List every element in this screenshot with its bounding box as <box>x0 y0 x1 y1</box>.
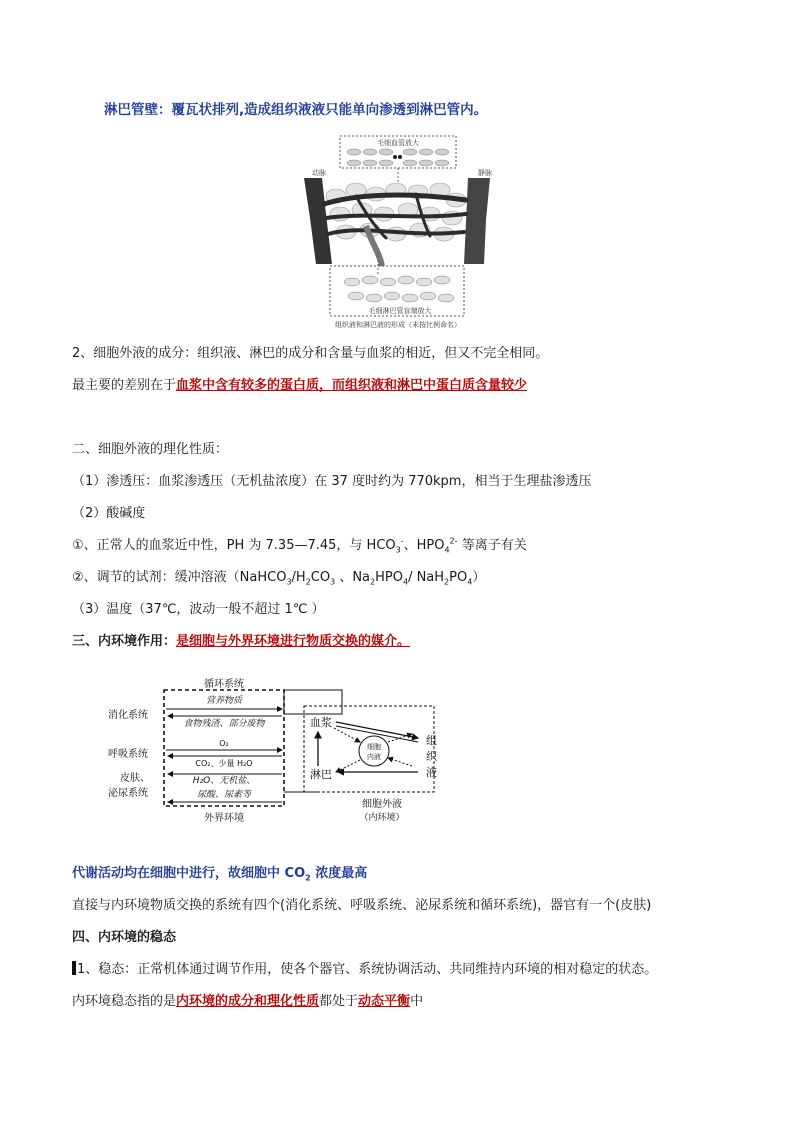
urinary-label: 泌尿系统 <box>108 788 148 799</box>
ph1-sub2: 4 <box>444 545 450 555</box>
components-diff-prefix: 最主要的差别在于 <box>72 378 177 393</box>
components-diff-highlight: 血浆中含有较多的蛋白质，而组织液和淋巴中蛋白质含量较少 <box>176 378 528 393</box>
ph2-e: 3 <box>330 577 336 587</box>
temp-line: （3）温度（37℃，波动一般不超过 1℃ ） <box>72 602 325 617</box>
components-diff-line <box>72 377 527 395</box>
h2o-label: H₂O、无机盐、 <box>192 776 256 786</box>
homeostasis-l2-c: 都处于 <box>319 994 359 1009</box>
co2-label: CO₂、少量 H₂O <box>195 759 253 768</box>
tissue-label-2: 织 <box>426 750 437 763</box>
lymph-wall-text: 覆瓦状排列,造成组织液液只能单向渗透到淋巴管内。 <box>171 102 488 118</box>
ph-line-1 <box>72 537 527 555</box>
cell-in-label-2: 内液 <box>367 753 381 761</box>
exchange-diagram <box>106 676 446 828</box>
function-highlight: 是细胞与外界环境进行物质交换的媒介。 <box>176 634 411 649</box>
artery-label: 动脉 <box>312 169 326 177</box>
plasma-label: 血浆 <box>310 716 332 729</box>
bookmark-marker <box>72 961 76 975</box>
ph2-l: PO <box>449 570 468 585</box>
metabolism-post: 浓度最高 <box>310 866 368 881</box>
metabolism-line <box>72 865 367 883</box>
osmotic-line: （1）渗透压：血浆渗透压（无机盐浓度）在 37 度时约为 770kpm，相当于生理盐渗透压 <box>72 474 592 489</box>
homeostasis-l2-a: 内环境稳态指的是 <box>72 994 177 1009</box>
ph-title: （2）酸碱度 <box>72 506 146 521</box>
circulation-box <box>164 690 284 806</box>
properties-heading: 二、细胞外液的理化性质： <box>72 442 229 457</box>
ph2-g: 2 <box>370 577 376 587</box>
o2-label: O₂ <box>219 739 229 748</box>
respiratory-label: 呼吸系统 <box>108 749 148 760</box>
homeostasis-l2-d: 动态平衡 <box>358 994 411 1009</box>
ph2-a: 3 <box>286 577 292 587</box>
ph2-h: HPO <box>375 570 403 585</box>
lymph-capillary-magnified-label: 毛细淋巴管盲端放大 <box>368 307 432 315</box>
ecf-label-1: 细胞外液 <box>362 799 402 810</box>
ph2-b: /H <box>291 570 306 585</box>
ph2-n: ） <box>472 570 486 585</box>
lymph-formation-figure <box>296 134 500 332</box>
function-heading: 三、内环境作用： <box>72 634 177 649</box>
ph1-sub1: 3 <box>395 545 401 555</box>
external-label: 外界环境 <box>204 813 244 824</box>
ph2-prefix: ②、调节的试剂：缓冲溶液（NaHCO <box>72 570 287 585</box>
tissue-label-1: 组 <box>426 734 437 747</box>
homeostasis-l2-b: 内环境的成分和理化性质 <box>176 994 320 1009</box>
tissue-label-3: 液 <box>426 766 437 779</box>
skin-label: 皮肤、 <box>120 773 150 784</box>
homeostasis-def: 1、稳态：正常机体通过调节作用，使各个器官、系统协调活动、共同维持内环境的相对稳定的状态。 <box>77 962 658 977</box>
ph2-j: / NaH <box>408 570 445 585</box>
homeostasis-line-2 <box>72 993 423 1011</box>
metabolism-sub: 2 <box>305 873 311 883</box>
plasma-connector-box <box>284 690 342 714</box>
function-line <box>72 633 410 651</box>
cell-in-label-1: 细胞 <box>367 743 381 751</box>
nutrients-label: 营养物质 <box>205 696 243 706</box>
intracellular-circle <box>359 736 389 766</box>
ph2-m: 4 <box>467 577 473 587</box>
ph2-k: 2 <box>444 577 450 587</box>
vein-label: 静脉 <box>478 169 492 177</box>
digestive-label: 消化系统 <box>108 710 148 721</box>
ph2-c: 2 <box>305 577 311 587</box>
figure-caption: 组织液和淋巴液的形成（未按比例命名） <box>335 321 461 329</box>
homeostasis-def-line <box>72 961 657 979</box>
systems-line: 直接与内环境物质交换的系统有四个(消化系统、呼吸系统、泌尿系统和循环系统)，器官有一个(皮肤) <box>72 898 652 913</box>
ph1-sup1: - <box>400 536 404 546</box>
lymph-wall-line <box>104 101 487 119</box>
ph1-prefix: ①、正常人的血浆近中性，PH 为 7.35—7.45，与 HCO <box>72 538 396 553</box>
ph1-suffix: 等离子有关 <box>457 538 527 553</box>
ph1-sup2: 2- <box>449 536 458 546</box>
urea-label: 尿酸、尿素等 <box>196 790 252 800</box>
lymph-wall-label: 淋巴管壁： <box>104 102 172 118</box>
lymph-label: 淋巴 <box>310 768 332 781</box>
metabolism-pre: 代谢活动均在细胞中进行，故细胞中 CO <box>72 866 306 881</box>
ph-line-2 <box>72 569 485 587</box>
ph2-d: CO <box>310 570 331 585</box>
ph2-f: 、Na <box>335 570 371 585</box>
capillary-magnified-label: 毛细血管放大 <box>377 139 419 147</box>
waste-label: 食物残渣、部分废物 <box>183 719 265 729</box>
ecf-label-2: （内环境） <box>359 813 405 823</box>
ph2-i: 4 <box>402 577 409 587</box>
homeostasis-l2-e: 中 <box>410 994 424 1009</box>
ph1-mid: 、HPO <box>403 538 445 553</box>
homeostasis-heading: 四、内环境的稳态 <box>72 930 177 945</box>
circulation-title: 循环系统 <box>204 679 244 690</box>
components-line: 2、细胞外液的成分：组织液、淋巴的成分和含量与血浆的相近，但又不完全相同。 <box>72 346 549 361</box>
